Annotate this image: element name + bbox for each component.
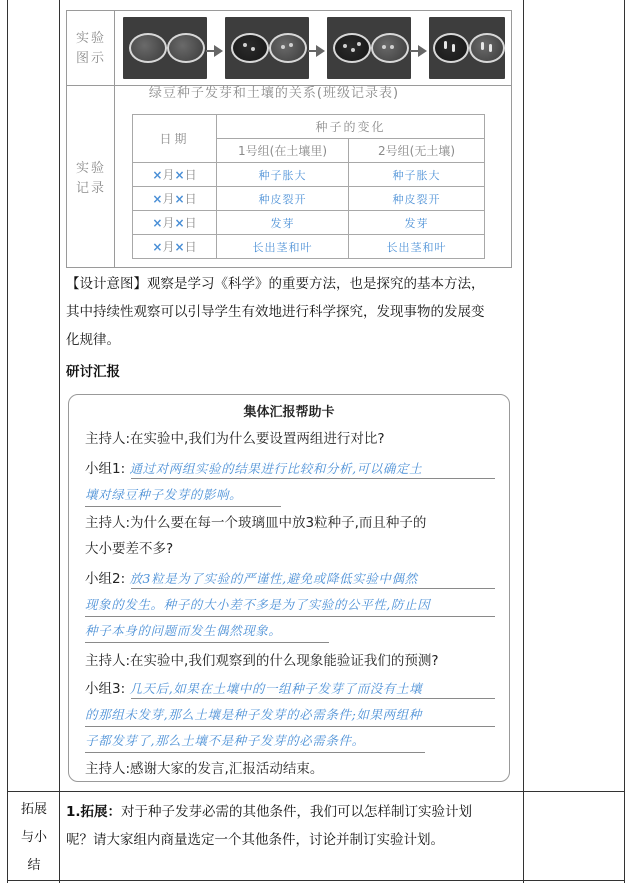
date-end: 日 (184, 240, 197, 254)
arrow-right-icon (316, 45, 325, 57)
group2-answer-line3: 种子本身的问题而发生偶然现象。 (85, 623, 282, 638)
petri-dish-soil (433, 33, 469, 63)
seed-icon (357, 42, 361, 46)
diagram-label: 实验图示 (75, 31, 106, 66)
group1-cell: 种子胀大 (217, 163, 349, 187)
design-intent-line: 其中持续性观察可以引导学生有效地进行科学探究，发现事物的发展变 (66, 304, 485, 320)
group2-header: 2号组(无土壤) (349, 139, 485, 163)
extension-bold-label: 拓展： (80, 804, 122, 820)
answer-underline (131, 588, 495, 589)
extension-line-2: 呢？请大家组内商量选定一个其他条件，讨论并制订实验计划。 (66, 832, 444, 848)
extension-content (66, 798, 518, 854)
arrow-right-icon (418, 45, 427, 57)
group2-label: 小组2: (85, 571, 126, 587)
side-label-line: 结 (27, 858, 41, 873)
answer-underline (85, 752, 425, 753)
date-x2: × (174, 168, 185, 182)
host-question-3: 主持人:在实验中,我们观察到的什么现象能验证我们的预测? (85, 653, 439, 669)
experiment-box-divider-v (114, 11, 115, 267)
table-border-col1 (59, 0, 60, 883)
sprout-icon (481, 42, 484, 50)
host-closing: 主持人:感谢大家的发言,汇报活动结束。 (85, 761, 324, 777)
petri-dish-empty (129, 33, 167, 63)
table-row (133, 187, 485, 211)
extension-number: 1. (66, 804, 81, 820)
sprout-icon (489, 44, 492, 52)
sprout-icon (444, 41, 447, 49)
sprout-icon (452, 44, 455, 52)
date-mid: 月 (162, 168, 175, 182)
group3-answer-line1 (85, 677, 422, 697)
report-help-card (68, 394, 510, 782)
host-question-2-line1: 主持人:为什么要在每一个玻璃皿中放3粒种子,而且种子的 (85, 515, 427, 531)
date-mid: 月 (162, 192, 175, 206)
petri-dish-empty (269, 33, 307, 63)
extension-text-1: 对于种子发芽必需的其他条件，我们可以怎样制订实验计划 (121, 804, 473, 820)
date-x1: × (152, 216, 163, 230)
design-intent-line: 【设计意图】观察是学习《科学》的重要方法，也是探究的基本方法， (66, 276, 485, 292)
group1-label: 小组1: (85, 461, 126, 477)
group2-answer-text: 放3粒是为了实验的严谨性,避免或降低实验中偶然 (129, 571, 418, 586)
answer-underline (131, 478, 495, 479)
seed-icon (281, 45, 285, 49)
seed-icon (343, 44, 347, 48)
date-mid: 月 (162, 216, 175, 230)
side-label-line: 拓展 (20, 802, 47, 817)
seed-icon (289, 43, 293, 47)
group2-cell: 种子胀大 (349, 163, 485, 187)
date-cell (133, 163, 217, 187)
seed-icon (390, 45, 394, 49)
group1-answer-line1 (85, 457, 422, 477)
group1-answer-line2: 壤对绿豆种子发芽的影响。 (85, 487, 243, 502)
petri-dish-empty (167, 33, 205, 63)
date-x2: × (174, 240, 185, 254)
date-x1: × (152, 168, 163, 182)
date-header: 日期 (133, 115, 217, 163)
petri-dish-soil (231, 33, 269, 63)
table-border-right (624, 0, 625, 883)
group2-cell: 长出茎和叶 (349, 235, 485, 259)
host-question-1: 主持人:在实验中,我们为什么要设置两组进行对比? (85, 431, 385, 447)
date-cell (133, 187, 217, 211)
date-x1: × (152, 192, 163, 206)
petri-dish-soil (333, 33, 371, 63)
answer-underline (85, 616, 495, 617)
table-row (133, 211, 485, 235)
answer-underline (85, 642, 329, 643)
table-row-divider (7, 791, 625, 792)
seed-icon (351, 48, 355, 52)
answer-underline (85, 506, 281, 507)
date-x1: × (152, 240, 163, 254)
experiment-photo-2 (225, 17, 309, 79)
group1-cell: 发芽 (217, 211, 349, 235)
record-table (132, 114, 485, 259)
date-mid: 月 (162, 240, 175, 254)
experiment-photo-3 (327, 17, 411, 79)
date-x2: × (174, 192, 185, 206)
date-end: 日 (184, 192, 197, 206)
group1-cell: 种皮裂开 (217, 187, 349, 211)
discussion-heading: 研讨汇报 (66, 364, 120, 380)
experiment-photo-4 (429, 17, 505, 79)
answer-underline (131, 698, 495, 699)
change-header: 种子的变化 (217, 115, 485, 139)
answer-underline (85, 726, 495, 727)
extension-line-1 (66, 798, 518, 826)
seed-icon (382, 45, 386, 49)
group1-header: 1号组(在土壤里) (217, 139, 349, 163)
arrow-right-icon (214, 45, 223, 57)
petri-dish-empty (469, 33, 505, 63)
design-intent-line: 化规律。 (66, 332, 120, 348)
group2-cell: 发芽 (349, 211, 485, 235)
seed-icon (243, 43, 247, 47)
group3-answer-line2: 的那组未发芽,那么土壤是种子发芽的必需条件;如果两组种 (85, 707, 422, 722)
group2-cell: 种皮裂开 (349, 187, 485, 211)
record-label: 实验记录 (75, 161, 106, 196)
group1-answer-text: 通过对两组实验的结果进行比较和分析,可以确定土 (129, 461, 423, 476)
date-cell (133, 211, 217, 235)
table-row (133, 163, 485, 187)
group2-answer-line2: 现象的发生。种子的大小差不多是为了实验的公平性,防止因 (85, 597, 431, 612)
record-table-title: 绿豆种子发芽和土壤的关系(班级记录表) (148, 86, 400, 101)
group3-label: 小组3: (85, 681, 126, 697)
group2-answer-line1 (85, 567, 418, 587)
date-x2: × (174, 216, 185, 230)
experiment-photo-1 (123, 17, 207, 79)
table-border-bottom (7, 880, 625, 881)
host-question-2-line2: 大小要差不多? (85, 541, 174, 557)
seed-icon (251, 47, 255, 51)
date-end: 日 (184, 216, 197, 230)
group3-answer-text: 几天后,如果在土壤中的一组种子发芽了而没有土壤 (129, 681, 423, 696)
petri-dish-empty (371, 33, 409, 63)
group3-answer-line3: 子都发芽了,那么土壤不是种子发芽的必需条件。 (85, 733, 365, 748)
extension-side-label (16, 796, 52, 880)
card-title: 集体汇报帮助卡 (243, 405, 335, 420)
group1-cell: 长出茎和叶 (217, 235, 349, 259)
design-intent (66, 270, 516, 354)
table-row (133, 235, 485, 259)
date-cell (133, 235, 217, 259)
table-border-col2 (523, 0, 524, 883)
table-border-left (7, 0, 8, 883)
date-end: 日 (184, 168, 197, 182)
side-label-line: 与小 (20, 830, 47, 845)
